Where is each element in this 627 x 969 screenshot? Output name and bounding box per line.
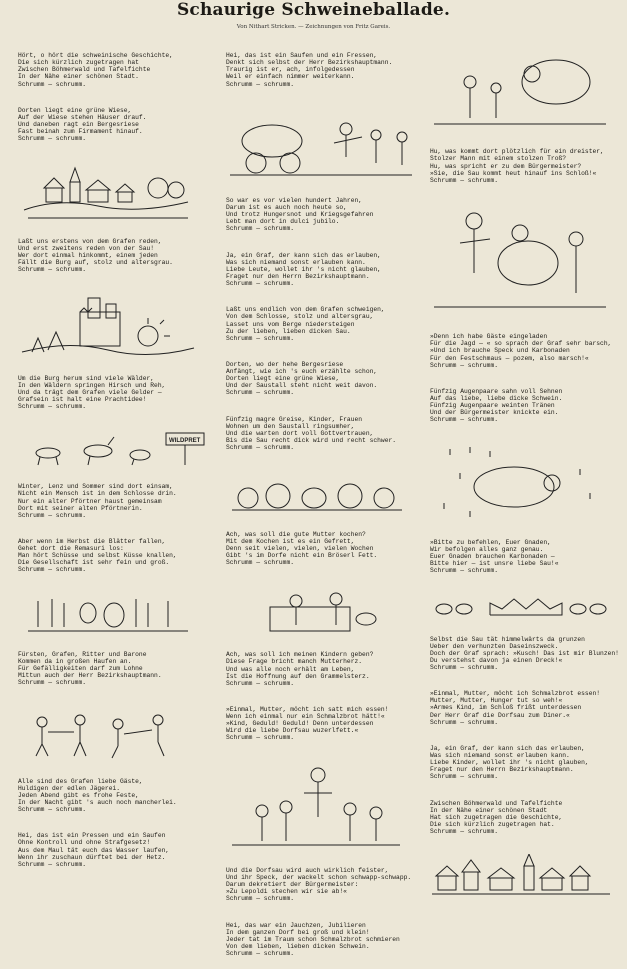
stanza xyxy=(226,706,416,741)
stanza xyxy=(18,375,208,410)
verse-line: »Sie, die Sau kommt heut hinauf ins Schloß!« xyxy=(430,169,597,177)
verse-line: Schrumm — schrumm. xyxy=(430,416,499,424)
verse-line: In dem ganzen Dorf bei groß und klein! xyxy=(226,928,370,936)
verse-line: Und trotz Hungersnot und Kriegsgefahren xyxy=(226,211,374,219)
verse-line: Hat sich zugetragen die Geschichte, xyxy=(430,813,563,821)
verse-line: Selbst die Sau tät himmelwärts da grunzen xyxy=(430,635,585,643)
verse-line: Schrumm — schrumm. xyxy=(18,679,87,687)
verse-line: »Und ich brauche Speck und Karbonaden xyxy=(430,347,570,355)
verse-line: Schrumm — schrumm. xyxy=(18,860,87,868)
verse-line: Auf das liebe, liebe dicke Schwein. xyxy=(430,394,563,402)
verse-line: »Armes Kind, im Schloß frißt unterdessen xyxy=(430,704,582,712)
stanza xyxy=(430,636,619,671)
byline: Von Nithart Stricken. — Zeichnungen von Fritz Gareis. xyxy=(236,24,391,30)
verse-line: Schrumm — schrumm. xyxy=(18,511,87,519)
verse-line: Ach, was soll die gute Mutter kochen? xyxy=(226,530,366,538)
verse-line: Schrumm — schrumm. xyxy=(226,734,295,742)
fat-pig-and-family-illustration xyxy=(430,52,610,134)
verse-line: In der Nacht gibt 's auch noch mancherlei. xyxy=(18,799,177,806)
verse-line: Schrumm — schrumm. xyxy=(226,679,295,687)
verse-line: Dort mit seiner alten Pförtnerin. xyxy=(18,504,143,512)
verse-line: Und erst zweitens reden von der Sau! xyxy=(18,244,155,252)
verse-line: Und daneben ragt ein Bergesriese xyxy=(18,121,139,129)
verse-line: Bis die Sau recht dick wird und recht schwer. xyxy=(226,436,397,444)
verse-line: Die sich kürzlich zugetragen hat. xyxy=(430,820,555,828)
verse-line: Für Gefälligkeiten darf zum Lohne xyxy=(18,665,143,673)
verse-line: »Bitte zu befehlen, Euer Gnaden, xyxy=(430,538,551,546)
verse-line: Schrumm — schrumm. xyxy=(18,402,87,410)
verse-line: Hu, was spricht er zu dem Bürgermeister? xyxy=(430,162,582,170)
verse-line: Gehet dort die Remasuri los: xyxy=(18,545,124,553)
verse-line: Schrumm — schrumm. xyxy=(18,566,87,574)
verse-line: Schrumm — schrumm. xyxy=(430,663,499,671)
verse-line: Zwischen Böhmerwald und Tafelfichte xyxy=(430,799,563,807)
verse-line: Denn seit vielen, vielen, vielen Wochen xyxy=(226,544,374,552)
verse-line: Grafsein ist halt eine Prachtidee! xyxy=(18,395,147,403)
castle-illustration xyxy=(18,292,196,360)
verse-line: Wir befolgen alles ganz genau. xyxy=(430,545,544,553)
verse-line: Schrumm — schrumm. xyxy=(18,806,87,814)
verse-line: Wer dort einmal hinkommt, einem jeden xyxy=(18,251,158,259)
verse-line: Jeden Abend gibt es frohe Feste, xyxy=(18,791,139,799)
verse-line: In der Nähe einer schönen Stadt. xyxy=(18,73,139,81)
verse-line: Nur ein alter Pförtner haust gemeinsam xyxy=(18,497,162,505)
verse-line: Nicht ein Mensch ist in dem Schlosse drin. xyxy=(18,490,177,498)
village-end-illustration xyxy=(430,854,614,902)
verse-line: Schrumm — schrumm. xyxy=(226,895,295,903)
verse-line: Mit dem Kochen ist es ein Gefrett, xyxy=(226,537,355,545)
procession-illustration xyxy=(18,706,196,764)
stanza xyxy=(226,651,416,686)
verse-line: Fünfzig Augenpaare weinten Tränen xyxy=(430,402,555,410)
verse-line: Laßt uns erstens von dem Grafen reden, xyxy=(18,237,162,245)
stanza xyxy=(430,148,619,183)
verse-line: Wenn ihr zuschaun dürftet bei der Hetz. xyxy=(18,853,166,861)
verse-line: Und der Saustall steht nicht weit davon. xyxy=(226,382,378,390)
dancing-guests-illustration xyxy=(18,593,196,637)
verse-line: Fraget nur den Herrn Bezirkshauptmann. xyxy=(226,272,370,280)
verse-line: Schrumm — schrumm. xyxy=(430,773,499,781)
verse-line: Stolzer Mann mit einem stolzen Troß? xyxy=(430,155,567,163)
verse-line: Laßt uns endlich von dem Grafen schweigen, xyxy=(226,306,385,314)
verse-line: Dorten liegt eine grüne Wiese, xyxy=(18,106,132,114)
verse-line: Ja, ein Graf, der kann sich das erlauben, xyxy=(430,744,585,752)
stanza xyxy=(226,52,416,87)
verse-line: Was sich niemand sonst erlauben kann. xyxy=(226,258,366,266)
stanza xyxy=(226,867,416,902)
crowd-with-mayor-illustration xyxy=(226,761,406,853)
verse-line: Man hört Schüsse und selbst Küsse knallen, xyxy=(18,552,177,560)
stanza xyxy=(18,483,208,518)
verse-line: Fraget nur den Herrn Bezirkshauptmann. xyxy=(430,766,574,774)
verse-line: Für den Festschmaus — pozem, also marsch!« xyxy=(430,354,589,362)
verse-line: Bitte hier — ist unsre liebe Sau!« xyxy=(430,560,559,567)
verse-line: Liebe Kinder, wollet ihr 's nicht glauben, xyxy=(430,759,589,767)
stanza xyxy=(430,800,619,835)
verse-line: Kommen da in großen Haufen an. xyxy=(18,657,132,665)
verse-line: Schrumm — schrumm. xyxy=(430,176,499,184)
column-3 xyxy=(430,38,619,909)
verse-line: Fürsten, Grafen, Ritter und Barone xyxy=(18,650,147,658)
stanza xyxy=(430,333,619,368)
verse-line: So war es vor vielen hundert Jahren, xyxy=(226,197,363,205)
verse-line: Dorten liegt eine grüne Wiese, xyxy=(226,375,340,383)
verse-line: Zu der lieben, lieben dicken Sau. xyxy=(226,327,351,335)
verse-line: Ohne Kontroll und ohne Strafgesetz! xyxy=(18,839,151,847)
verse-line: Darum dekretiert der Bürgermeister: xyxy=(226,881,359,889)
verse-line: Zwischen Böhmerwald und Tafelfichte xyxy=(18,66,151,74)
verse-line: Schrumm — schrumm. xyxy=(18,266,87,274)
verse-line: »Einmal, Mutter, möcht ich satt mich essen! xyxy=(226,706,389,713)
stanza xyxy=(430,388,619,423)
verse-line: Denkt sich selbst der Herr Bezirkshauptmann. xyxy=(226,59,393,67)
verse-line: Traurig ist er, ach, infolgedessen xyxy=(226,66,355,74)
verse-line: Alle sind des Grafen liebe Gäste, xyxy=(18,777,143,785)
verse-line: Du verstehst davon ja einen Dreck!« xyxy=(430,656,563,664)
verse-line: Schrumm — schrumm. xyxy=(226,558,295,566)
stanza xyxy=(226,531,416,566)
verse-line: Anfängt, wie ich 's euch erzählte schon, xyxy=(226,368,378,376)
verse-line: Mutter, Mutter, Hunger tut so weh!« xyxy=(430,697,563,705)
verse-line: In den Wäldern springen Hirsch und Reh, xyxy=(18,381,166,389)
verse-line: »Kind, Geduld! Geduld! Denn unterdessen xyxy=(226,720,374,728)
verse-line: Schrumm — schrumm. xyxy=(226,949,295,957)
verse-line: Von dem lieben, lieben dicken Schwein. xyxy=(226,942,370,950)
verse-line: Und die Dorfsau wird auch wirklich feister, xyxy=(226,866,389,874)
wildpret-sign-text: WILDPRET xyxy=(169,438,201,445)
verse-line: Lasset uns vom Berge niedersteigen xyxy=(226,320,355,328)
verse-line: Auf der Wiese stehen Häuser drauf. xyxy=(18,113,147,121)
verse-line: Euer Gnaden brauchen Karbonaden — xyxy=(430,552,555,560)
verse-line: Lebt man dort in dulci jubilo. xyxy=(226,218,340,226)
verse-line: Die Gesellschaft ist sehr fein und groß. xyxy=(18,559,170,567)
verse-line: Fünfzig Augenpaare sahn voll Sehnen xyxy=(430,387,563,395)
verse-line: Ueber den verhunzten Daseinszweck. xyxy=(430,642,559,650)
verse-line: Die sich kürzlich zugetragen hat xyxy=(18,59,139,67)
verse-line: Schrumm — schrumm. xyxy=(430,361,499,369)
stanza xyxy=(226,416,416,451)
verse-line: Ja, ein Graf, der kann sich das erlauben, xyxy=(226,251,381,259)
stanza xyxy=(430,539,619,574)
mother-cooking-illustration xyxy=(226,585,404,637)
stanza xyxy=(18,651,208,686)
bowing-villagers-and-crown-illustration xyxy=(430,593,610,621)
count-and-entourage-illustration xyxy=(430,203,610,319)
verse-line: Jeder tat im Traum schon Schmalzbrot schmieren xyxy=(226,935,400,943)
verse-line: Diese Frage bricht manch Mutterherz. xyxy=(226,658,363,666)
verse-line: Mittun auch der Herr Bezirkshauptmann. xyxy=(18,672,162,680)
verse-line: Der Herr Graf die Dorfsau zum Diner.« xyxy=(430,711,570,719)
verse-line: Hört, o hört die schweinische Geschichte, xyxy=(18,52,173,60)
verse-line: Und die warten dort voll Gottvertrauen, xyxy=(226,429,374,437)
verse-line: Darum ist es auch noch heute so, xyxy=(226,204,347,212)
verse-line: Und da trägt dem Grafen viele Gelder — xyxy=(18,388,162,396)
verse-line: Fast beinah zum Firmament hinauf. xyxy=(18,128,143,136)
village-illustration xyxy=(18,162,196,224)
verse-line: Schrumm — schrumm. xyxy=(430,567,499,575)
verse-line: Hei, das war ein Jauchzen, Jubilieren xyxy=(226,921,366,929)
verse-line: Aus dem Maul tät euch das Wasser laufen, xyxy=(18,846,170,854)
stanza xyxy=(18,778,208,813)
verse-line: Schrumm — schrumm. xyxy=(226,80,295,88)
verse-line: Und ihr Speck, der wackelt schon schwapp-schwapp. xyxy=(226,873,412,881)
verse-line: Gibt 's im Dorfe nicht ein Bröserl Fett. xyxy=(226,551,378,559)
stanza xyxy=(226,361,416,396)
stanza xyxy=(430,690,619,725)
verse-line: »Zu Lepoldi stechen wir sie ab!« xyxy=(226,888,347,896)
verse-line: Wohnen um den Saustall ringsumher, xyxy=(226,422,355,430)
verse-line: Ach, was soll ich meinen Kindern geben? xyxy=(226,651,374,659)
stanza xyxy=(18,538,208,573)
verse-line: Schrumm — schrumm. xyxy=(430,827,499,835)
stanza xyxy=(18,238,208,273)
verse-line: Schrumm — schrumm. xyxy=(18,135,87,143)
verse-line: Um die Burg herum sind viele Wälder, xyxy=(18,374,155,382)
stanza xyxy=(226,197,416,232)
stanza xyxy=(18,52,208,87)
verse-line: Schrumm — schrumm. xyxy=(226,225,295,233)
stanza xyxy=(18,832,208,867)
verse-line: Huldigen der edlen Jägerei. xyxy=(18,784,121,792)
page-title: Schaurige Schweineballade. xyxy=(176,0,451,20)
verse-line: Und der Bürgermeister knickte ein. xyxy=(430,409,559,417)
stanza xyxy=(18,107,208,142)
verse-line: Wird die liebe Dorfsau wuzerlfett.« xyxy=(226,727,359,735)
verse-line: Winter, Lenz und Sommer sind dort einsam, xyxy=(18,483,173,491)
verse-line: Schrumm — schrumm. xyxy=(18,80,87,88)
verse-line: Hei, das ist ein Saufen und ein Fressen, xyxy=(226,52,378,60)
verse-line: Und was alle noch erhält am Leben, xyxy=(226,665,355,673)
verse-line: Fünfzig magre Greise, Kinder, Frauen xyxy=(226,415,363,423)
verse-line: Ist die Hoffnung auf den Grammelsterz. xyxy=(226,672,370,680)
verse-line: Doch der Graf sprach: »Kusch! Das ist mir Blunzen! xyxy=(430,649,619,657)
verse-line: Liebe Leute, wollet ihr 's nicht glauben, xyxy=(226,265,381,273)
stanza xyxy=(226,922,416,957)
verse-line: Fällt die Burg auf, stolz und altersgrau. xyxy=(18,258,173,266)
verse-line: Wenn ich einmal nur ein Schmalzbrot hätt!« xyxy=(226,713,385,721)
verse-line: Schrumm — schrumm. xyxy=(226,389,295,397)
verse-line: In der Nähe einer schönen Stadt xyxy=(430,806,548,814)
column-1 xyxy=(18,38,208,880)
verse-line: Dorten, wo der hehe Bergesriese xyxy=(226,361,344,368)
verse-line: Was sich niemand sonst erlauben kann. xyxy=(430,751,570,759)
deer-and-wildpret-sign-illustration xyxy=(18,429,208,469)
verse-line: »Einmal, Mutter, möcht ich Schmalzbrot essen! xyxy=(430,690,601,698)
verse-line: Für die Jagd — « so sprach der Graf sehr barsch, xyxy=(430,340,612,348)
villagers-waiting-illustration xyxy=(226,470,406,516)
verse-line: Von dem Schlosse, stolz und altersgrau, xyxy=(226,313,374,321)
verse-line: Hei, das ist ein Pressen und ein Saufen xyxy=(18,832,166,840)
verse-line: Schrumm — schrumm. xyxy=(430,718,499,726)
verse-line: Schrumm — schrumm. xyxy=(226,444,295,452)
verse-line: Hu, was kommt dort plötzlich für ein dreister, xyxy=(430,148,604,156)
stanza xyxy=(226,306,416,341)
verse-line: »Denn ich habe Gäste eingeladen xyxy=(430,333,548,341)
verse-line: Schrumm — schrumm. xyxy=(226,334,295,342)
column-2 xyxy=(226,38,416,969)
crying-pig-illustration xyxy=(430,443,610,525)
verse-line: Weil er einfach nimmer weiterkann. xyxy=(226,73,355,81)
feast-carriage-illustration xyxy=(226,107,416,183)
verse-line: Aber wenn im Herbst die Blätter fallen, xyxy=(18,538,166,546)
stanza xyxy=(226,252,416,287)
stanza xyxy=(430,745,619,780)
verse-line: Schrumm — schrumm. xyxy=(226,280,295,288)
